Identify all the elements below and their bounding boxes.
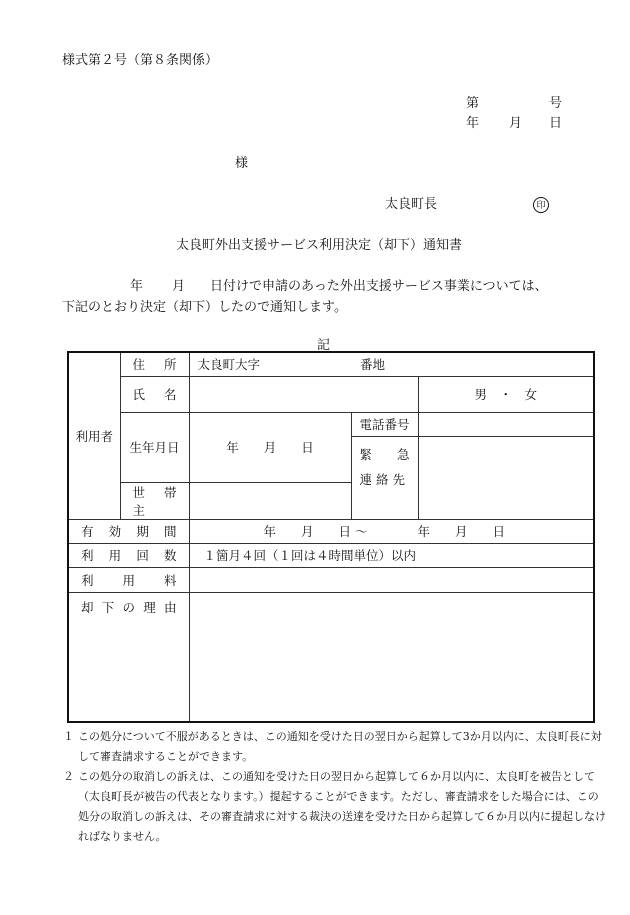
reason-value-cell[interactable]	[189, 592, 594, 722]
emergency-value-cell[interactable]	[418, 436, 594, 519]
issuer-title: 太良町長	[385, 197, 438, 212]
household-value-cell[interactable]	[189, 482, 351, 519]
count-label: 利用回数	[68, 543, 189, 567]
form-table	[67, 351, 595, 723]
note-1-number: １	[63, 730, 74, 743]
recipient-suffix: 様	[235, 156, 249, 171]
date-day: 日	[549, 116, 563, 131]
emergency-label-line2: 連 絡 先	[359, 471, 405, 487]
period-value[interactable]: 年 月 日 ～ 年 月 日	[189, 519, 594, 543]
period-label: 有効期間	[68, 519, 189, 543]
name-label: 氏 名	[120, 376, 189, 412]
note-2-text: この処分の取消しの訴えは、この通知を受けた日の翌日から起算して６か月以内に、太良町を被告として（太良町長が被告の代表となります。）提起することができます。ただし、審査請求をした場合には、この処分の取消しの訴えは、その審査請求に対する裁決の送達を受けた日から起算して６か月以内に提起しなければなりません。	[78, 770, 606, 843]
doc-number-prefix: 第	[466, 96, 480, 111]
emergency-label	[351, 436, 418, 519]
ki-label: 記	[317, 338, 331, 353]
fee-label: 利用料	[68, 567, 189, 592]
intro-text: 日付けで申請のあった外出支援サービス事業については、	[210, 279, 548, 294]
seal-mark	[533, 193, 549, 213]
count-value: １箇月４回（１回は４時間単位）以内	[189, 543, 594, 567]
fee-value-cell[interactable]	[189, 567, 594, 592]
reason-label: 却下の理由	[68, 592, 189, 722]
address-value: 太良町大字	[197, 357, 261, 373]
seal-char: 印	[533, 197, 549, 213]
birth-value[interactable]: 年 月 日	[189, 412, 351, 482]
note-1-text: この処分について不服があるときは、この通知を受けた日の翌日から起算して3か月以内に、太良町長に対して審査請求することができます。	[78, 730, 602, 763]
date-year: 年	[466, 116, 480, 131]
intro-line2: 下記のとおり決定（却下）したので通知します。	[62, 300, 347, 315]
form-number: 様式第２号（第８条関係）	[62, 53, 219, 68]
address-cell[interactable]	[189, 352, 594, 376]
intro-month: 月	[172, 279, 186, 294]
address-suffix: 番地	[359, 357, 385, 373]
doc-number-suffix: 号	[549, 96, 563, 111]
birth-label: 生年月日	[120, 412, 189, 482]
name-value-cell[interactable]	[189, 376, 418, 412]
address-label: 住 所	[120, 352, 189, 376]
household-label: 世 帯 主	[120, 482, 189, 519]
user-label: 利用者	[68, 352, 120, 519]
doc-title: 太良町外出支援サービス利用決定（却下）通知書	[176, 238, 463, 253]
emergency-label-line1: 緊 急	[359, 446, 410, 462]
gender-choice[interactable]: 男 ・ 女	[418, 376, 594, 412]
phone-value-cell[interactable]	[418, 412, 594, 436]
note-2	[63, 767, 606, 847]
date-month: 月	[509, 116, 523, 131]
phone-label: 電話番号	[351, 412, 418, 436]
note-2-number: ２	[63, 770, 74, 783]
note-1	[63, 727, 606, 767]
intro-year: 年	[130, 279, 144, 294]
